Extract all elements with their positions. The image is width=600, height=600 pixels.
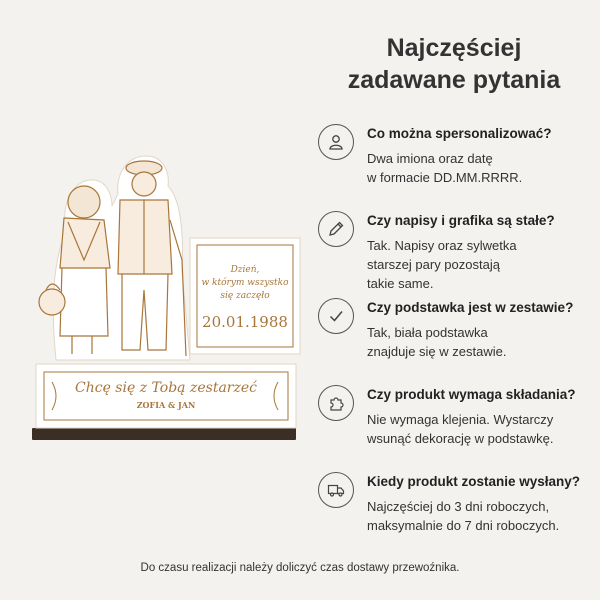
faq-item-assembly xyxy=(318,385,593,472)
faq-answer-line: Tak. Napisy oraz sylwetka xyxy=(367,238,517,253)
faq-answer-line: Tak, biała podstawka xyxy=(367,325,488,340)
faq-item-shipping xyxy=(318,472,593,559)
faq-answer-line: maksymalnie do 7 dni roboczych. xyxy=(367,518,560,533)
faq-answer xyxy=(367,497,597,535)
date-card-line3: się zaczęło xyxy=(220,291,270,301)
product-image xyxy=(20,150,310,450)
truck-icon xyxy=(318,472,354,508)
faq-item-personalization xyxy=(318,124,593,211)
faq-item-fixed-graphics xyxy=(318,211,593,298)
person-icon xyxy=(318,124,354,160)
plaque-illustration xyxy=(20,150,310,450)
faq-answer xyxy=(367,323,597,361)
headline-line2: zadawane pytania xyxy=(347,66,561,94)
faq-answer-line: znajduje się w zestawie. xyxy=(367,344,507,359)
faq-headline xyxy=(318,32,590,96)
faq-item-stand-included xyxy=(318,298,593,385)
date-card-line1: Dzień, xyxy=(230,265,260,275)
date-card-line2: w którym wszystko xyxy=(201,278,289,288)
faq-answer-line: w formacie DD.MM.RRRR. xyxy=(367,170,523,185)
faq-answer-line: wsunąć dekorację w podstawkę. xyxy=(367,431,554,446)
faq-answer xyxy=(367,149,597,187)
puzzle-icon xyxy=(318,385,354,421)
faq-answer xyxy=(367,410,597,448)
faq-answer xyxy=(367,236,597,293)
faq-answer-line: Najczęściej do 3 dni roboczych, xyxy=(367,499,550,514)
pencil-icon xyxy=(318,211,354,247)
checkmark-icon xyxy=(318,298,354,334)
faq-answer-line: Nie wymaga klejenia. Wystarczy xyxy=(367,412,554,427)
date-card-date: 20.01.1988 xyxy=(202,313,288,331)
faq-question: Co można spersonalizować? xyxy=(367,126,552,141)
faq-question: Czy produkt wymaga składania? xyxy=(367,387,576,402)
faq-question: Kiedy produkt zostanie wysłany? xyxy=(367,474,581,489)
delivery-footnote: Do czasu realizacji należy doliczyć czas dostawy przewoźnika. xyxy=(140,562,460,574)
faq-question: Czy podstawka jest w zestawie? xyxy=(367,300,574,315)
faq-answer-line: takie same. xyxy=(367,276,434,291)
faq-question: Czy napisy i grafika są stałe? xyxy=(367,213,555,228)
base-title: Chcę się z Tobą zestarzeć xyxy=(75,380,257,396)
headline-line1: Najczęściej xyxy=(386,34,522,62)
faq-answer-line: Dwa imiona oraz datę xyxy=(367,151,493,166)
faq-list xyxy=(318,124,593,559)
faq-answer-line: starszej pary pozostają xyxy=(367,257,500,272)
base-names: ZOFIA & JAN xyxy=(136,400,196,410)
